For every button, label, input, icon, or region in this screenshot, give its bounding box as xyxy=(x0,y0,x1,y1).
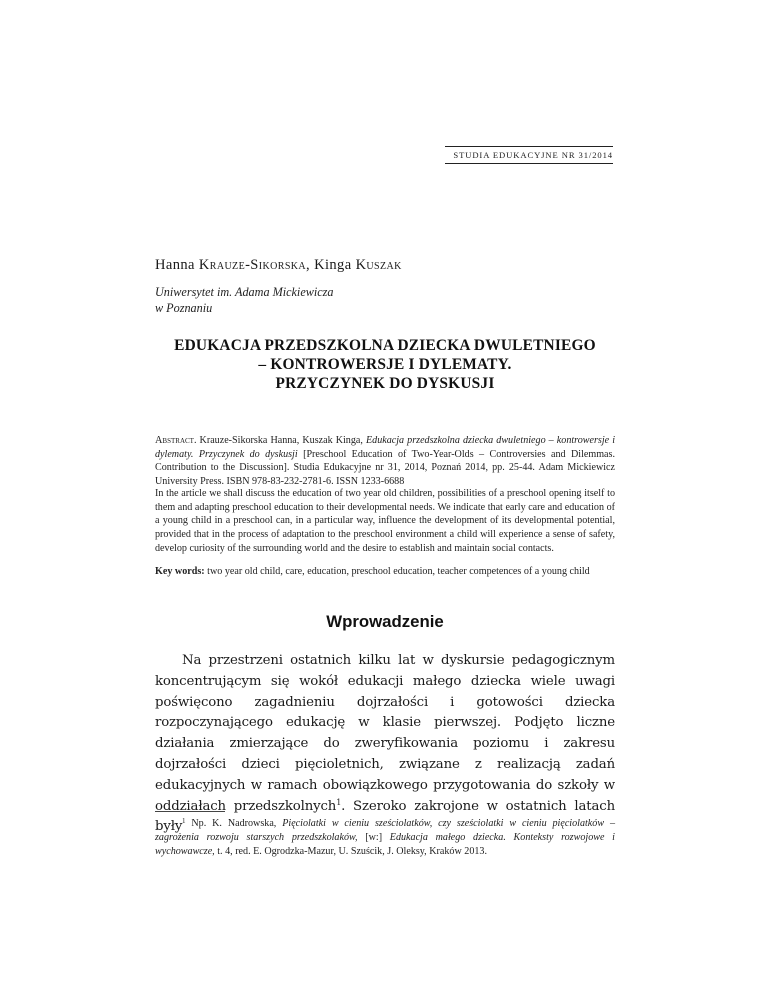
footnote-in: [w:] xyxy=(365,832,383,844)
footnote-number: 1 xyxy=(182,817,186,825)
affiliation xyxy=(155,284,455,316)
footnote-lead: Np. K. Nadrowska, xyxy=(191,818,277,829)
abstract-title: Edukacja przedszkolna dziecka dwuletniego – kontrowersje i dylematy. Przyczynek do dyskusji xyxy=(155,435,615,460)
footnote-reference[interactable]: 1 xyxy=(336,797,342,807)
author1-last-name: Krauze-Sikorska xyxy=(198,257,307,273)
author2-last-name: Kuszak xyxy=(355,257,402,273)
title-line-2: – KONTROWERSJE I DYLEMATY. xyxy=(258,356,512,373)
title-line-1: EDUKACJA PRZEDSZKOLNA DZIECKA DWULETNIEGO xyxy=(174,337,596,354)
section-heading: Wprowadzenie xyxy=(326,612,444,631)
footnote-cited-title: Pięciolatki w cieniu sześciolatków, czy sześciolatki w cieniu pięciolatków – zagrożenia rozwoju starszych przedszkolaków, xyxy=(155,818,615,844)
body-text-part-1: Na przestrzeni ostatnich kilku lat w dyskursie pedagogicznym koncentrującym się wokół edukacji małego dziecka wiele uwagi poświęcono zagadnieniu dojrzałości i gotowości dziecka rozpoczynającego edukację w klasie pierwszej. Podjęto liczne działania zmierzające do zweryfikowania poziomu i zakresu dojrzałości dzieci pięcioletnich, związane z realizacją zadań edukacyjnych w ramach obowiązkowego przygotowania do szkoły w oddziałach przedszkolnych xyxy=(155,653,615,814)
keywords-label: Key words: xyxy=(155,566,205,577)
footnote-book-title: Edukacja małego dziecka. Konteksty rozwojowe i wychowawcze, xyxy=(155,832,615,858)
authors-separator: , xyxy=(306,257,315,273)
article-title xyxy=(155,336,615,393)
authors-line xyxy=(155,257,615,274)
abstract-summary: In the article we shall discuss the education of two year old children, possibilities of a preschool opening itself to them and adapting preschool education to their developmental needs. We indicate that early care and education of a young child in a preschool can, in a particular way, influence the development of its developmental potential, provided that in the process of adaptation to the preschool environment a child will experience a sense of safety, develop curiosity of the surrounding world and the desire to establish and maintain social contacts. xyxy=(155,488,615,554)
keywords-text: two year old child, care, education, preschool education, teacher competences of a young child xyxy=(207,566,590,577)
journal-header: STUDIA EDUKACYJNE NR 31/2014 xyxy=(445,146,613,164)
author1-first-name: Hanna xyxy=(155,257,195,273)
keywords xyxy=(155,565,615,579)
footnote xyxy=(155,817,615,860)
title-line-3: PRZYCZYNEK DO DYSKUSJI xyxy=(275,375,495,392)
abstract-citation: Abstract. Krauze-Sikorska Hanna, Kuszak Kinga, Edukacja przedszkolna dziecka dwuletniego – kontrowersje i dylematy. Przyczynek do dyskusji [Preschool Education of Two-Year-Olds – Controversies and Dilemmas. Contribution to the Discussion]. Studia Edukacyjne nr 31, 2014, Poznań 2014, pp. 25-44. Adam Mickiewicz University Press. ISBN 978-83-232-2781-6. ISSN 1233-6688 xyxy=(155,435,615,488)
abstract-authors: Krauze-Sikorska Hanna, Kuszak Kinga, xyxy=(199,435,363,446)
affiliation-line-1: Uniwersytet im. Adama Mickiewicza xyxy=(155,285,334,299)
abstract-citation-details: [Preschool Education of Two-Year-Olds – Controversies and Dilemmas. Contribution to the Discussion]. Studia Edukacyjne nr 31, 2014, Poznań 2014, pp. 25-44. Adam Mickiewicz University Press. ISBN 978-83-232-2781-6. ISSN 1233-6688 xyxy=(155,448,615,488)
abstract-label: Abstract xyxy=(155,435,194,446)
body-text-part-2: . Szeroko zakrojone w ostatnich latach były xyxy=(155,798,615,835)
footnote-details: t. 4, red. E. Ogrodzka-Mazur, U. Szuścik, J. Oleksy, Kraków 2013. xyxy=(217,846,487,858)
author2-first-name: Kinga xyxy=(314,257,352,273)
footnote-divider xyxy=(155,811,225,812)
affiliation-line-2: w Poznaniu xyxy=(155,301,213,315)
